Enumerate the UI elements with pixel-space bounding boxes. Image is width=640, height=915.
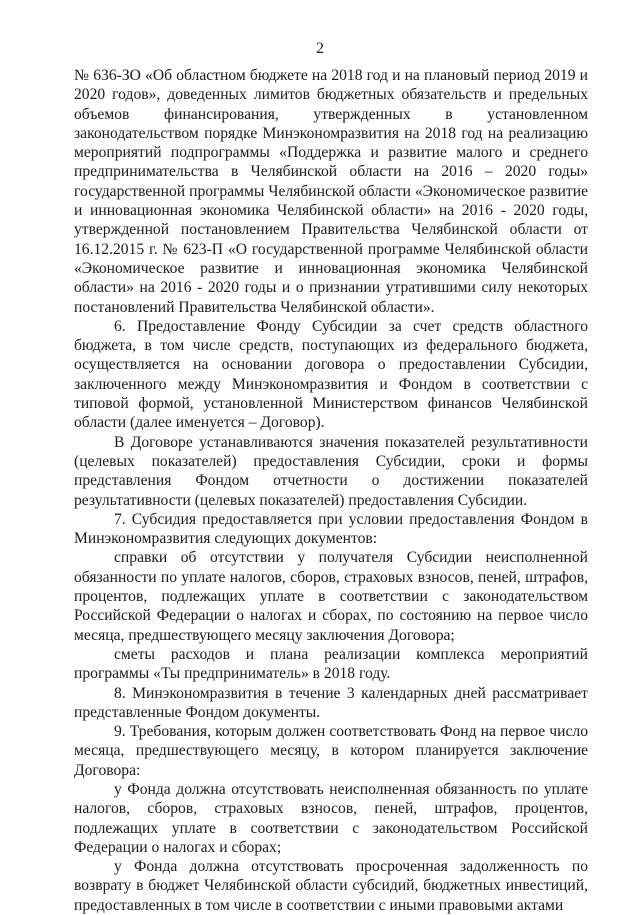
paragraph-item-7: 7. Субсидия предоставляется при условии предоставления Фондом в Минэкономразвития следующих документов: <box>74 510 588 548</box>
document-body <box>74 66 588 915</box>
paragraph-requirement-debt: у Фонда должна отсутствовать просроченная задолженность по возврату в бюджет Челябинской области субсидий, бюджетных инвестиций, предоставленных в том числе в соответствии с иными правовыми актами <box>74 858 588 914</box>
paragraph-expense-estimate: сметы расходов и плана реализации комплекса мероприятий программы «Ты предприниматель» в 2018 году. <box>74 645 588 683</box>
paragraph-item-9: 9. Требования, которым должен соответствовать Фонд на первое число месяца, предшествующего месяцу, в котором планируется заключение Договора: <box>74 723 588 779</box>
paragraph-tax-certificate: справки об отсутствии у получателя Субсидии неисполненной обязанности по уплате налогов, сборов, страховых взносов, пеней, штрафов, процентов, подлежащих уплате в соответствии с законодательством Российской Федерации о налогах и сборах, по состоянию на первое число месяца, предшествующего месяцу заключения Договора; <box>74 549 588 644</box>
paragraph-item-6: 6. Предоставление Фонду Субсидии за счет средств областного бюджета, в том числе средств, поступающих из федерального бюджета, осуществляется на основании договора о предоставлении Субсидии, заключенного между Минэкономразвития и Фондом в соответствии с типовой формой, установленной Министерством финансов Челябинской области (далее именуется – Договор). <box>74 317 588 432</box>
paragraph-requirement-taxes: у Фонда должна отсутствовать неисполненная обязанность по уплате налогов, сборов, страховых взносов, пеней, штрафов, процентов, подлежащих уплате в соответствии с законодательством Российской Федерации о налогах и сборах; <box>74 780 588 856</box>
paragraph-law-reference: № 636-ЗО «Об областном бюджете на 2018 год и на плановый период 2019 и 2020 годов», доведенных лимитов бюджетных обязательств и предельных объемов финансирования, утвержденных в установленном законодательством порядке Минэкономразвития на 2018 год на реализацию мероприятий подпрограммы «Поддержка и развитие малого и среднего предпринимательства в Челябинской области на 2016 – 2020 годы» государственной программы Челябинской области «Экономическое развитие и инновационная экономика Челябинской области» на 2016 - 2020 годы, утвержденной постановлением Правительства Челябинской области от 16.12.2015 г. № 623-П «О государственной программе Челябинской области «Экономическое развитие и инновационная экономика Челябинской области» на 2016 - 2020 годы и о признании утратившими силу некоторых постановлений Правительства Челябинской области». <box>74 67 588 316</box>
paragraph-agreement-indicators: В Договоре устанавливаются значения показателей результативности (целевых показателей) предоставления Субсидии, сроки и формы представления Фондом отчетности о достижении показателей результативности (целевых показателей) предоставления Субсидии. <box>74 433 588 509</box>
paragraph-item-8: 8. Минэкономразвития в течение 3 календарных дней рассматривает представленные Фондом документы. <box>74 684 588 721</box>
page-number: 2 <box>316 40 324 57</box>
